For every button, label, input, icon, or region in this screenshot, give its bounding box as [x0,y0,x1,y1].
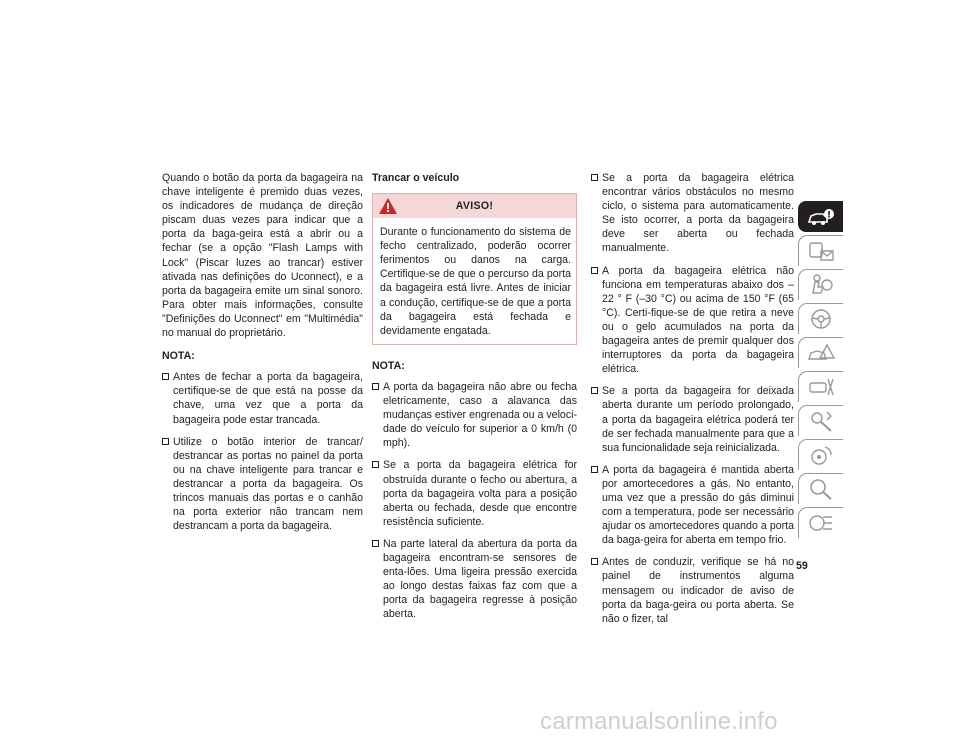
note-label: NOTA: [162,350,195,363]
list-item [372,380,577,450]
tab-service[interactable] [798,405,843,436]
tab-emergency[interactable] [798,371,843,402]
car-service-icon [807,375,835,399]
list-item [162,370,363,426]
list-item [591,463,794,548]
note-label: NOTA: [372,359,405,372]
checkbox-bullet-icon [591,558,598,565]
car-info-icon [807,205,835,229]
warning-title: AVISO! [455,200,494,213]
list-item [591,171,794,256]
checkbox-bullet-icon [591,387,598,394]
checkbox-bullet-icon [591,466,598,473]
list-item-text: Antes de conduzir, verifique se há no painel de instrumentos alguma mensagem ou indicador de aviso de porta da baga-geira ou porta aberta. Se não o fizer, tal [602,556,794,625]
tab-seats[interactable] [798,269,843,300]
checkbox-bullet-icon [591,267,598,274]
column-3 [591,171,794,634]
warning-triangle-icon [378,197,398,215]
list-item-text: A porta da bagageira não abre ou fecha eletricamente, caso a alavanca das mudanças estiver engrenada ou a veloci-dade do veículo for superior a 0 km/h (0 mph). [383,380,577,450]
list-item-text: A porta da bagageira elétrica não funciona em temperaturas abaixo dos –22 ° F (–30 °C) ou acima de 150 °F (65 °C). Certi-fique-se de que retira a neve ou o gelo acumulados na porta da bagageira antes de premir qualquer dos interruptores da porta da bagageira elétrica. [602,264,794,376]
watermark: carmanualsonline.info [540,708,778,735]
seat-airbag-icon [807,273,835,297]
list-item [372,537,577,622]
tab-warnings[interactable] [798,337,843,368]
list-item [591,555,794,625]
checkbox-bullet-icon [591,174,598,181]
warning-header [373,194,576,218]
list-item [591,264,794,377]
list-item-text: Se a porta da bagageira for deixada aberta durante um período prolongado, a porta da bagageira elétrica poderá ter de ser fechada manualmente para que a sua funcionalidade seja reinicializada. [602,385,794,454]
column-2 [372,171,577,629]
media-icon [807,443,835,467]
list-item [372,458,577,528]
tools-icon [807,409,835,433]
tab-search[interactable] [798,473,843,504]
checkbox-bullet-icon [372,383,379,390]
list-item [162,435,363,534]
section-heading: Trancar o veículo [372,172,460,184]
tab-safety[interactable] [798,235,843,266]
index-icon [807,511,835,535]
tab-driving[interactable] [798,303,843,334]
checkbox-bullet-icon [372,461,379,468]
search-icon [807,477,835,501]
list-item-text: Na parte lateral da abertura da porta da bagageira encontram-se sensores de enta-lões. Uma ligeira pressão exercida ao longo destas faixas faz com que a porta da bagageira regresse à posição aberta. [383,537,577,621]
list-item-text: Antes de fechar a porta da bagageira, certifique-se de que está na posse da chave, uma vez que a porta da bagageira pode estar trancada. [173,371,363,426]
steering-wheel-icon [807,307,835,331]
car-warning-icon [807,341,835,365]
column-1 [162,171,363,541]
intro-paragraph: Quando o botão da porta da bagageira na chave inteligente é premido duas vezes, os indicadores de mudança de direção piscam duas vezes para indicar que a porta da baga-geira está a abrir ou a fechar (se a opção "Flash Lamps with Lock" (Piscar luzes ao trancar) estiver ativada nas definições do Uconnect), e a porta da bagageira emite um sinal sonoro. Para obter mais informações, consulte "Definições do Uconnect" em "Multimédia" no manual do proprietário. [162,172,363,340]
checkbox-bullet-icon [162,438,169,445]
list-item-text: A porta da bagageira é mantida aberta por amortecedores a gás. No entanto, uma vez que a pressão do gás diminui com a temperatura, pode ser necessário ajudar os amortecedores quando a porta da baga-geira for aberta em tempo frio. [602,463,794,547]
list-item-text: Se a porta da bagageira elétrica for obstruída durante o fecho ou abertura, a porta da bagageira volta para a posição aberta ou fechada, desde que encontre resistência suficiente. [383,459,577,528]
list-item-text: Se a porta da bagageira elétrica encontrar vários obstáculos no mesmo ciclo, o sistema para automaticamente. Se isto ocorrer, a porta da bagageira deve ser aberta ou fechada manualmente. [602,172,794,255]
safety-mail-icon [807,239,835,263]
tab-multimedia[interactable] [798,439,843,470]
tab-index[interactable] [798,507,843,538]
tab-getting-to-know-vehicle[interactable] [798,201,843,232]
list-item [591,384,794,454]
list-item-text: Utilize o botão interior de trancar/ destrancar as portas no painel da porta ou na chave inteligente para trancar e destrancar a porta da bagageira. Os trincos manuais das portas e o canhão na porta exterior não trancam nem destrancam a porta da bagageira. [173,435,363,533]
checkbox-bullet-icon [372,540,379,547]
warning-box [372,193,577,345]
warning-text: Durante o funcionamento do sistema de fecho centralizado, poderão ocorrer ferimentos ou danos na carga. Certifique-se de que o percurso da porta da bagageira está livre. Antes de iniciar a condução, certifique-se de que a porta da bagageira está fechada e devidamente engatada. [380,226,571,337]
checkbox-bullet-icon [162,373,169,380]
page-number: 59 [796,560,808,572]
